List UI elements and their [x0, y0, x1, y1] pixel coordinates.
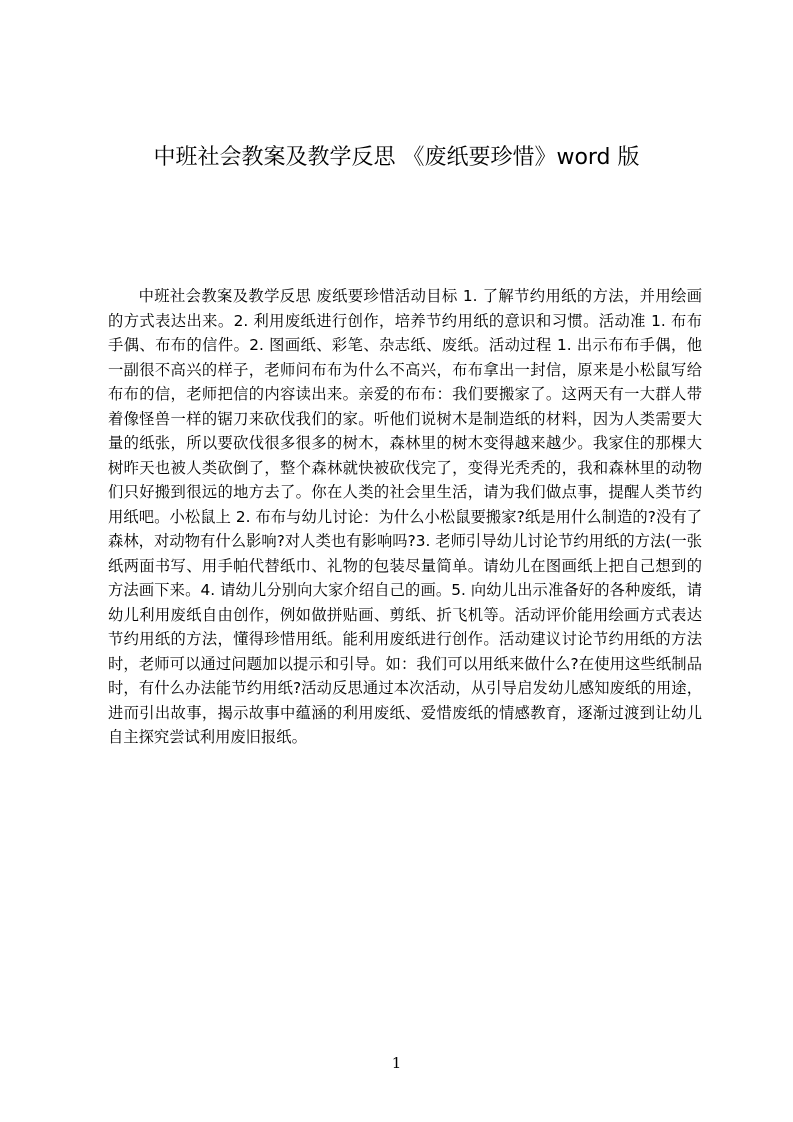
- document-title: 中班社会教案及教学反思 《废纸要珍惜》word 版: [153, 145, 640, 170]
- page-number: 1: [391, 1054, 402, 1072]
- document-body-paragraph: 中班社会教案及教学反思 废纸要珍惜活动目标 1. 了解节约用纸的方法，并用绘画的方式表达出来。2. 利用废纸进行创作，培养节约用纸的意识和习惯。活动准 1. 布布手偶、布布的信件。2. 图画纸、彩笔、杂志纸、废纸。活动过程 1. 出示布布手偶，他一副很不高兴的样子，老师问布布为什么不高兴，布布拿出一封信，原来是小松鼠写给布布的信，老师把信的内容读出来。亲爱的布布：我们要搬家了。这两天有一大群人带着像怪兽一样的锯刀来砍伐我们的家。听他们说树木是制造纸的材料，因为人类需要大量的纸张，所以要砍伐很多很多的树木，森林里的树木变得越来越少。我家住的那棵大树昨天也被人类砍倒了，整个森林就快被砍伐完了，变得光秃秃的，我和森林里的动物们只好搬到很远的地方去了。你在人类的社会里生活，请为我们做点事，提醒人类节约用纸吧。小松鼠上 2. 布布与幼儿讨论：为什么小松鼠要搬家?纸是用什么制造的?没有了森林，对动物有什么影响?对人类也有影响吗?3. 老师引导幼儿讨论节约用纸的方法(一张纸两面书写、用手帕代替纸巾、礼物的包装尽量简单。请幼儿在图画纸上把自己想到的方法画下来。4. 请幼儿分别向大家介绍自己的画。5. 向幼儿出示准备好的各种废纸，请幼儿利用废纸自由创作，例如做拼贴画、剪纸、折飞机等。活动评价能用绘画方式表达节约用纸的方法，懂得珍惜用纸。能利用废纸进行创作。活动建议讨论节约用纸的方法时，老师可以通过问题加以提示和引导。如：我们可以用纸来做什么?在使用这些纸制品时，有什么办法能节约用纸?活动反思通过本次活动，从引导启发幼儿感知废纸的用途，进而引出故事，揭示故事中蕴涵的利用废纸、爱惜废纸的情感教育，逐渐过渡到让幼儿自主探究尝试利用废旧报纸。: [108, 287, 702, 746]
